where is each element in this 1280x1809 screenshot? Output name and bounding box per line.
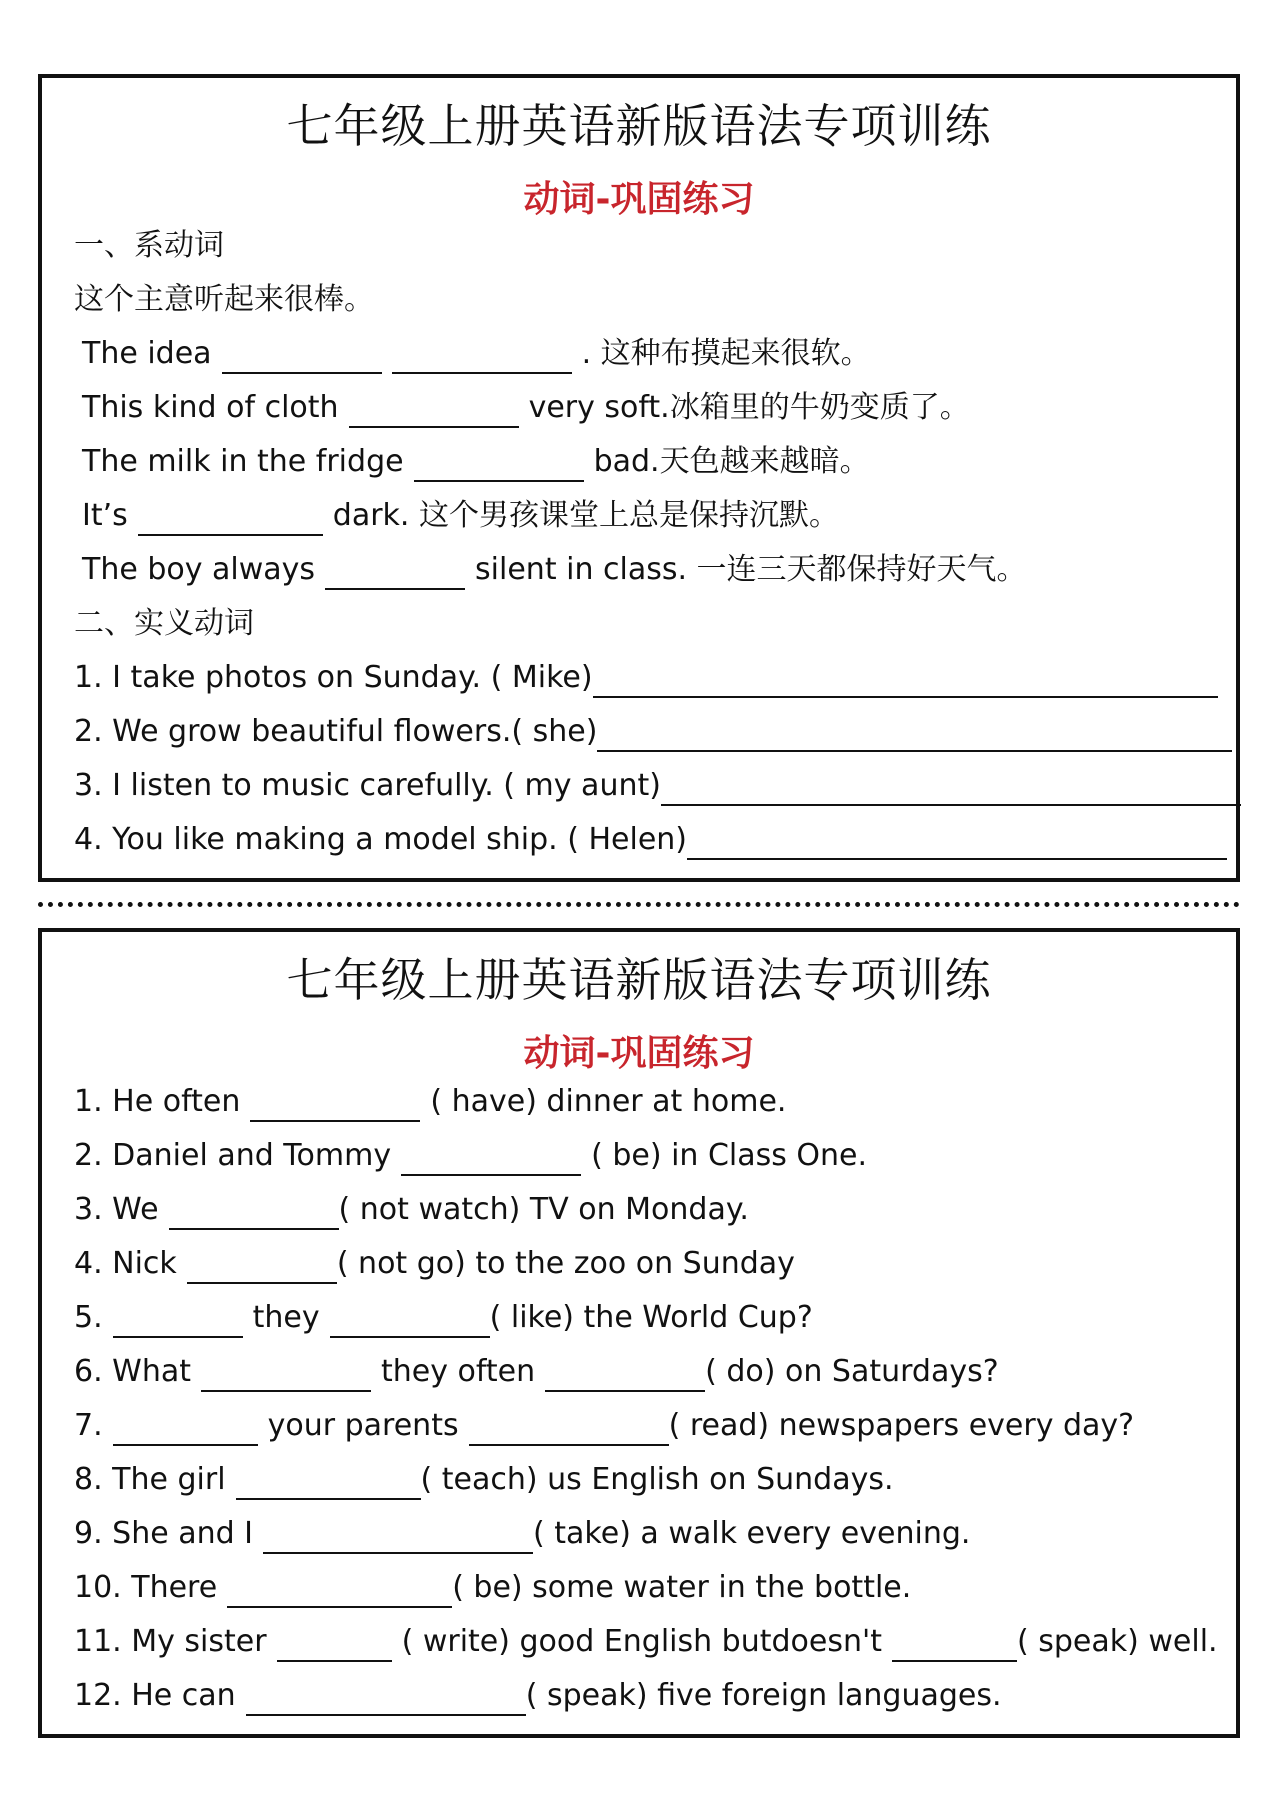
exercise-text: very soft.冰箱里的牛奶变质了。 — [528, 390, 970, 425]
exercise-text: ( read) newspapers every day? — [668, 1408, 1135, 1443]
exercise-text: ( do) on Saturdays? — [705, 1354, 999, 1389]
answer-blank[interactable] — [138, 504, 323, 536]
exercise-text: ( be) in Class One. — [591, 1138, 868, 1173]
answer-blank[interactable] — [687, 828, 1227, 860]
exercise-prompt: The milk in the fridge — [82, 444, 404, 479]
exercise-prompt: 8. The girl — [74, 1462, 226, 1497]
exercise-text: ( not watch) TV on Monday. — [338, 1192, 749, 1227]
exercise-line — [74, 1244, 795, 1284]
exercise-text: silent in class. 一连三天都保持好天气。 — [475, 552, 1027, 587]
exercise-text: dark. 这个男孩课堂上总是保持沉默。 — [332, 498, 839, 533]
exercise-prompt: 7. — [74, 1408, 103, 1443]
answer-blank[interactable] — [201, 1360, 371, 1392]
exercise-text: 1. I take photos on Sunday. ( Mike) — [74, 660, 593, 695]
answer-blank[interactable] — [349, 396, 519, 428]
exercise-prompt: 10. There — [74, 1570, 218, 1605]
answer-blank[interactable] — [545, 1360, 705, 1392]
exercise-prompt: It’s — [82, 498, 128, 533]
exercise-line — [74, 1136, 867, 1176]
exercise-text: ( teach) us English on Sundays. — [420, 1462, 894, 1497]
exercise-text: 4. You like making a model ship. ( Helen) — [74, 822, 688, 857]
exercise-line — [82, 442, 870, 482]
dotted-cut-line — [38, 902, 1240, 907]
exercise-prompt: 1. He often — [74, 1084, 241, 1119]
answer-blank[interactable] — [392, 342, 572, 374]
worksheet-section-verb-types — [38, 74, 1240, 882]
exercise-prompt: This kind of cloth — [82, 390, 339, 425]
answer-blank[interactable] — [325, 558, 465, 590]
exercise-text: ( not go) to the zoo on Sunday — [336, 1246, 795, 1281]
exercise-line — [74, 1082, 786, 1122]
exercise-line — [74, 1298, 813, 1338]
exercise-line — [74, 1406, 1134, 1446]
exercise-line — [74, 820, 1227, 860]
answer-blank[interactable] — [246, 1684, 526, 1716]
exercise-text: 3. I listen to music carefully. ( my aunt) — [74, 768, 661, 803]
exercise-prompt: 12. He can — [74, 1678, 236, 1713]
part2-heading: 二、实义动词 — [74, 606, 254, 641]
exercise-prompt: 5. — [74, 1300, 103, 1335]
exercise-prompt: The boy always — [82, 552, 316, 587]
exercise-line — [74, 1190, 749, 1230]
exercise-text: ( write) good English butdoesn't — [401, 1624, 883, 1659]
answer-blank[interactable] — [236, 1468, 421, 1500]
exercise-line — [82, 334, 871, 374]
answer-blank[interactable] — [593, 666, 1218, 698]
exercise-line — [74, 1352, 999, 1392]
exercise-text: ( be) some water in the bottle. — [452, 1570, 912, 1605]
worksheet-subtitle: 动词-巩固练习 — [523, 1033, 755, 1074]
exercise-line — [74, 1622, 1218, 1662]
exercise-line — [74, 766, 1241, 806]
answer-blank[interactable] — [113, 1306, 243, 1338]
worksheet-subtitle: 动词-巩固练习 — [523, 179, 755, 220]
exercise-line — [74, 1460, 894, 1500]
worksheet-title: 七年级上册英语新版语法专项训练 — [286, 953, 992, 1007]
exercise-line — [74, 1676, 1002, 1716]
exercise-text: ( like) the World Cup? — [489, 1300, 813, 1335]
exercise-text: . 这种布摸起来很软。 — [581, 336, 871, 371]
exercise-prompt: 3. We — [74, 1192, 159, 1227]
exercise-text: bad.天色越来越暗。 — [593, 444, 870, 479]
exercise-line — [82, 550, 1027, 590]
answer-blank[interactable] — [401, 1144, 581, 1176]
answer-blank[interactable] — [187, 1252, 337, 1284]
exercise-text: ( take) a walk every evening. — [533, 1516, 971, 1551]
answer-blank[interactable] — [250, 1090, 420, 1122]
answer-blank[interactable] — [892, 1630, 1017, 1662]
exercise-text: your parents — [267, 1408, 459, 1443]
exercise-line — [82, 388, 970, 428]
exercise-prompt: 11. My sister — [74, 1624, 267, 1659]
exercise-text: 2. We grow beautiful flowers.( she) — [74, 714, 598, 749]
answer-blank[interactable] — [263, 1522, 533, 1554]
exercise-text: they — [252, 1300, 320, 1335]
answer-blank[interactable] — [227, 1576, 452, 1608]
answer-blank[interactable] — [469, 1414, 669, 1446]
exercise-line — [74, 1514, 970, 1554]
exercise-text: ( have) dinner at home. — [430, 1084, 787, 1119]
part1-heading: 一、系动词 — [74, 228, 224, 263]
exercise-line — [74, 658, 1218, 698]
exercise-prompt: 2. Daniel and Tommy — [74, 1138, 392, 1173]
answer-blank[interactable] — [113, 1414, 258, 1446]
exercise-text: they often — [380, 1354, 536, 1389]
answer-blank[interactable] — [330, 1306, 490, 1338]
answer-blank[interactable] — [277, 1630, 392, 1662]
exercise-prompt: 4. Nick — [74, 1246, 177, 1281]
answer-blank[interactable] — [414, 450, 584, 482]
exercise-text: ( speak) five foreign languages. — [525, 1678, 1002, 1713]
exercise-line — [82, 496, 839, 536]
exercise-prompt: 6. What — [74, 1354, 191, 1389]
exercise-prompt: 9. She and I — [74, 1516, 254, 1551]
answer-blank[interactable] — [169, 1198, 339, 1230]
exercise-text: ( speak) well. — [1017, 1624, 1218, 1659]
answer-blank[interactable] — [222, 342, 382, 374]
part1-intro: 这个主意听起来很棒。 — [74, 282, 374, 317]
exercise-prompt: The idea — [82, 336, 212, 371]
exercise-line — [74, 1568, 911, 1608]
worksheet-section-verb-forms — [38, 928, 1240, 1738]
answer-blank[interactable] — [597, 720, 1232, 752]
worksheet-title: 七年级上册英语新版语法专项训练 — [286, 99, 992, 153]
exercise-line — [74, 712, 1232, 752]
answer-blank[interactable] — [661, 774, 1241, 806]
